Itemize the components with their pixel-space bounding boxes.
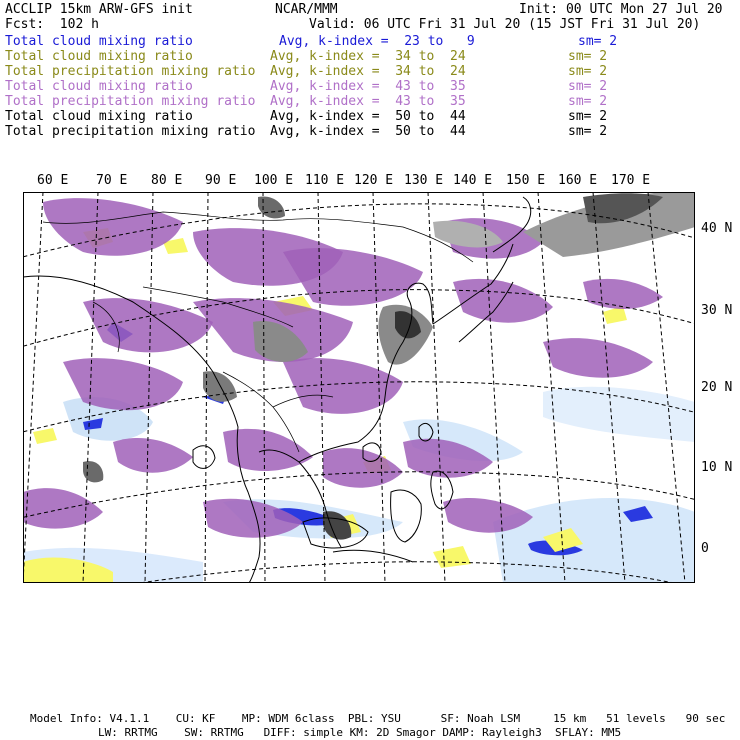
field-name: Total cloud mixing ratio (5, 49, 193, 64)
longitude-label: 150 E (506, 173, 546, 188)
field-name: Total cloud mixing ratio (5, 34, 193, 49)
field-smoothing: sm= 2 (568, 49, 608, 64)
field-smoothing: sm= 2 (568, 64, 608, 79)
field-level-range: Avg, k-index = 43 to 35 (270, 79, 466, 94)
field-level-range: Avg, k-index = 50 to 44 (270, 109, 466, 124)
field-name: Total cloud mixing ratio (5, 109, 193, 124)
longitude-label: 60 E (37, 173, 69, 188)
field-smoothing: sm= 2 (578, 34, 618, 49)
forecast-hour: Fcst: 102 h (5, 17, 99, 32)
longitude-label: 100 E (254, 173, 294, 188)
latitude-label: 40 N (701, 221, 733, 236)
field-level-range: Avg, k-index = 23 to 9 (279, 34, 475, 49)
longitude-label: 80 E (151, 173, 183, 188)
latitude-label: 20 N (701, 380, 733, 395)
field-smoothing: sm= 2 (568, 124, 608, 139)
physics-info: LW: RRTMG SW: RRTMG DIFF: simple KM: 2D Smagor DAMP: Rayleigh3 SFLAY: MM5 (98, 726, 622, 739)
field-level-range: Avg, k-index = 43 to 35 (270, 94, 466, 109)
field-name: Total precipitation mixing ratio (5, 94, 256, 109)
longitude-label: 160 E (558, 173, 598, 188)
forecast-map (23, 192, 695, 583)
longitude-label: 120 E (354, 173, 394, 188)
latitude-label: 0 (701, 541, 709, 556)
field-smoothing: sm= 2 (568, 79, 608, 94)
field-level-range: Avg, k-index = 50 to 44 (270, 124, 466, 139)
model-title: ACCLIP 15km ARW-GFS init (5, 2, 193, 17)
field-smoothing: sm= 2 (568, 94, 608, 109)
field-name: Total precipitation mixing ratio (5, 124, 256, 139)
field-level-range: Avg, k-index = 34 to 24 (270, 64, 466, 79)
longitude-label: 70 E (96, 173, 128, 188)
latitude-label: 30 N (701, 303, 733, 318)
valid-time: Valid: 06 UTC Fri 31 Jul 20 (15 JST Fri 31 Jul 20) (309, 17, 701, 32)
field-name: Total cloud mixing ratio (5, 79, 193, 94)
latitude-label: 10 N (701, 460, 733, 475)
longitude-label: 110 E (305, 173, 345, 188)
field-level-range: Avg, k-index = 34 to 24 (270, 49, 466, 64)
model-info: Model Info: V4.1.1 CU: KF MP: WDM 6class PBL: YSU SF: Noah LSM 15 km 51 levels 90 sec (30, 712, 726, 725)
field-smoothing: sm= 2 (568, 109, 608, 124)
longitude-label: 130 E (404, 173, 444, 188)
init-time: Init: 00 UTC Mon 27 Jul 20 (519, 2, 723, 17)
field-name: Total precipitation mixing ratio (5, 64, 256, 79)
longitude-label: 140 E (453, 173, 493, 188)
institution-label: NCAR/MMM (275, 2, 338, 17)
longitude-label: 90 E (205, 173, 237, 188)
longitude-label: 170 E (611, 173, 651, 188)
